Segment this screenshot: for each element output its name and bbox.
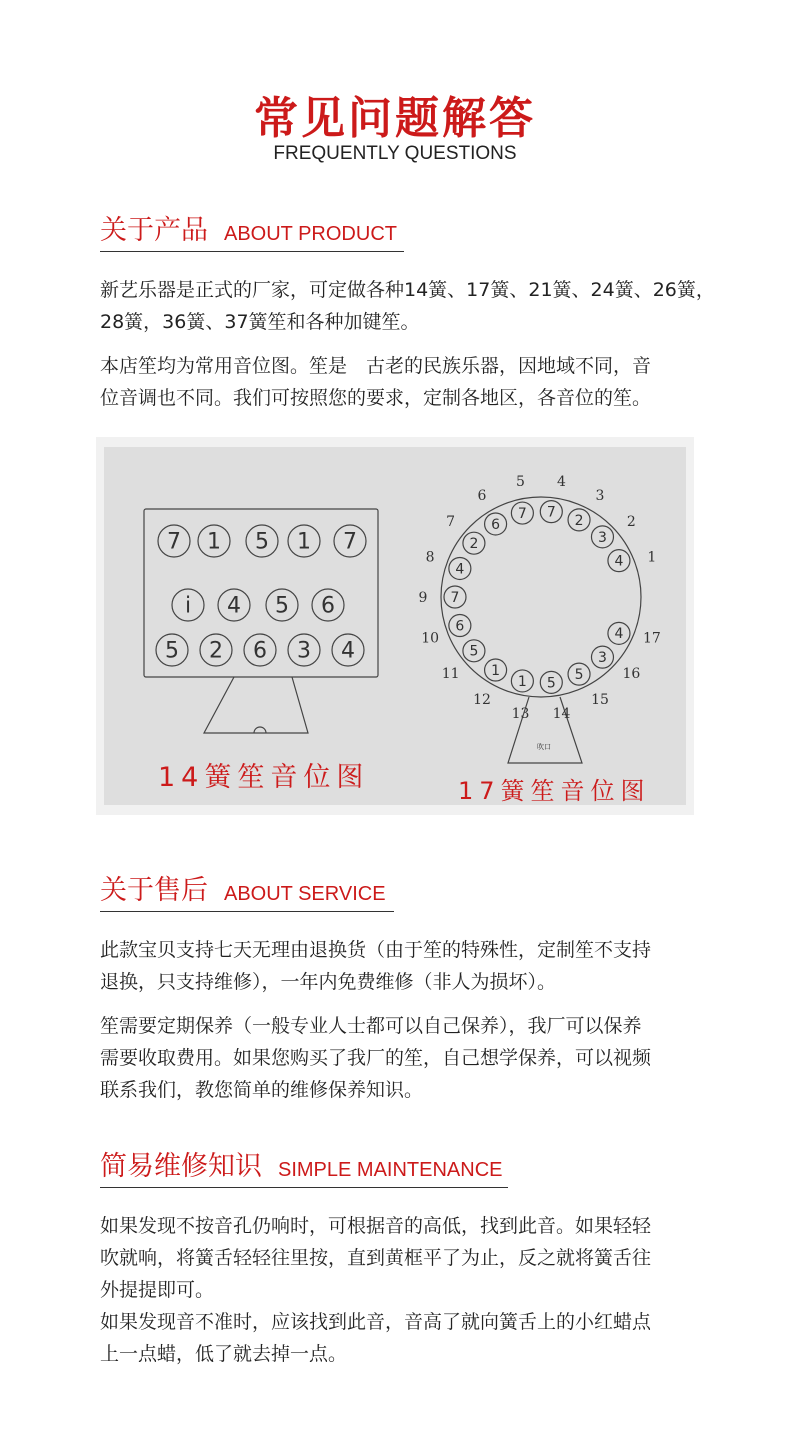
section-heading-en: ABOUT SERVICE (224, 883, 386, 905)
hole-note-label: i (184, 593, 192, 619)
caption-17-reed: 17簧笙音位图 (458, 777, 651, 805)
sheng17-hole (511, 502, 533, 524)
hole-note-label: 3 (598, 529, 607, 546)
text-line: 如果发现音不准时，应该找到此音，音高了就向簧舌上的小红蜡点 (100, 1311, 652, 1333)
text-line: 新艺乐器是正式的厂家，可定做各种14簧、17簧、21簧、24簧、26簧， (100, 279, 715, 301)
hole-note-label: 7 (450, 589, 460, 606)
sheng14-notch (254, 727, 266, 733)
section-heading-product (100, 212, 404, 252)
sheng17-position-number: 1 (647, 549, 657, 566)
sheng17-hole (463, 640, 485, 662)
text-line: 联系我们，教您简单的维修保养知识。 (100, 1079, 424, 1101)
hole-note-label: 7 (546, 504, 556, 521)
sheng17-hole (568, 509, 590, 531)
hole-note-label: 6 (253, 638, 267, 664)
sheng14-hole (288, 525, 320, 557)
sheng17-position-number: 16 (622, 665, 641, 682)
hole-note-label: 7 (167, 529, 181, 555)
hole-note-label: 1 (491, 662, 501, 679)
sheng14-hole (312, 589, 344, 621)
section-heading-cn: 简易维修知识 (100, 1151, 262, 1182)
text-line: 外提提即可。 (100, 1279, 215, 1301)
section-heading-cn: 关于产品 (100, 215, 208, 246)
sheng14-hole (172, 589, 204, 621)
sheng17-hole (591, 526, 613, 548)
hole-note-label: 2 (574, 512, 584, 529)
sheng17-position-number: 14 (552, 706, 571, 723)
section-heading-en: SIMPLE MAINTENANCE (278, 1159, 503, 1181)
hole-note-label: 6 (455, 618, 465, 635)
section-heading-service (100, 872, 394, 912)
hole-note-label: 5 (469, 643, 479, 660)
sheng17-position-number: 9 (418, 590, 428, 606)
sheng17-position-number: 10 (421, 630, 440, 647)
sheng17-position-number: 13 (511, 706, 530, 723)
sheng14-hole (244, 634, 276, 666)
sheng17-hole (591, 646, 613, 668)
hole-note-label: 2 (469, 536, 479, 553)
text-line: 本店笙均为常用音位图。笙是 古老的民族乐器，因地域不同，音 (100, 355, 652, 377)
page-title: 常见问题解答 (254, 93, 536, 144)
sheng17-position-number: 11 (441, 665, 460, 682)
sheng17-hole (463, 532, 485, 554)
sheng14-hole (266, 589, 298, 621)
sheng17-position-number: 17 (642, 630, 661, 647)
text-line: 上一点蜡，低了就去掉一点。 (100, 1343, 348, 1365)
hole-note-label: 2 (209, 638, 223, 664)
sheng17-hole (608, 622, 630, 644)
sheng14-hole (156, 634, 188, 666)
sheng17-position-number: 5 (516, 473, 525, 490)
hole-note-label: 3 (297, 638, 311, 664)
hole-note-label: 3 (598, 650, 607, 667)
text-line: 此款宝贝支持七天无理由退换货（由于笙的特殊性，定制笙不支持 (100, 939, 652, 961)
hole-note-label: 7 (343, 529, 357, 555)
sheng14-holes (156, 525, 366, 666)
sheng17-ring (441, 497, 641, 697)
sheng14-hole (198, 525, 230, 557)
page-subtitle: FREQUENTLY QUESTIONS (273, 143, 517, 164)
sheng17-hole (568, 663, 590, 685)
text-line: 需要收取费用。如果您购买了我厂的笙，自己想学保养，可以视频 (100, 1047, 652, 1069)
mouthpiece-label: 吹口 (537, 743, 551, 751)
sheng17-hole (608, 550, 630, 572)
hole-note-label: 7 (517, 505, 527, 522)
text-line: 如果发现不按音孔仍响时，可根据音的高低，找到此音。如果轻轻 (100, 1215, 652, 1237)
hole-note-label: 1 (207, 529, 221, 555)
hole-note-label: 4 (614, 553, 624, 570)
sheng14-hole (158, 525, 190, 557)
sheng14-hole (332, 634, 364, 666)
caption-14-reed: 14簧笙音位图 (158, 762, 370, 793)
service-paragraph-2 (100, 1010, 720, 1106)
text-line: 吹就响，将簧舌轻轻往里按，直到黄框平了为止，反之就将簧舌往 (100, 1247, 652, 1269)
section-heading-cn: 关于售后 (100, 875, 208, 906)
product-paragraph-1 (100, 274, 720, 338)
maintenance-paragraph-2 (100, 1306, 720, 1370)
sheng17-hole (485, 513, 507, 535)
hole-note-label: 4 (614, 626, 624, 643)
sheng17-hole (449, 615, 471, 637)
sheng17-position-number: 4 (557, 473, 566, 490)
sheng17-hole (540, 501, 562, 523)
hole-note-label: 5 (165, 638, 179, 664)
sheng17-hole (511, 670, 533, 692)
hole-note-label: 4 (227, 593, 241, 619)
service-paragraph-1 (100, 934, 720, 998)
hole-note-label: 5 (546, 675, 556, 692)
sheng14-hole (200, 634, 232, 666)
hole-note-label: 1 (517, 673, 527, 690)
maintenance-paragraph-1 (100, 1210, 720, 1306)
sheng17-holes (441, 501, 630, 694)
sheng17-position-number: 6 (477, 487, 487, 504)
hole-note-label: 5 (275, 593, 289, 619)
sheng14-hole (218, 589, 250, 621)
hole-note-label: 1 (297, 529, 311, 555)
sheng17-hole (540, 671, 562, 693)
hole-note-label: 4 (455, 561, 465, 578)
sheng14-hole (246, 525, 278, 557)
sheng17-hole (444, 586, 466, 608)
product-paragraph-2 (100, 350, 720, 414)
hole-note-label: 5 (574, 667, 584, 684)
sheng17-position-number: 15 (591, 692, 609, 709)
sheng17-hole (485, 659, 507, 681)
section-heading-en: ABOUT PRODUCT (224, 223, 397, 245)
hole-note-label: 4 (341, 638, 355, 664)
text-line: 位音调也不同。我们可按照您的要求，定制各地区，各音位的笙。 (100, 387, 652, 409)
sheng14-hole (334, 525, 366, 557)
sheng17-position-number: 2 (626, 514, 636, 531)
sheng14-hole (288, 634, 320, 666)
pitch-chart-figure (96, 437, 694, 815)
hole-note-label: 5 (255, 529, 269, 555)
sheng17-position-number: 7 (446, 514, 456, 531)
sheng17-hole (449, 557, 471, 579)
hole-note-label: 6 (491, 516, 501, 533)
text-line: 笙需要定期保养（一般专业人士都可以自己保养），我厂可以保养 (100, 1015, 642, 1037)
sheng17-position-number: 8 (425, 549, 435, 566)
sheng17-position-number: 12 (473, 692, 491, 709)
sheng14-stand (204, 677, 308, 733)
hole-note-label: 6 (321, 593, 335, 619)
text-line: 退换，只支持维修），一年内免费维修（非人为损坏）。 (100, 971, 557, 993)
section-heading-maintenance (100, 1148, 508, 1188)
sheng17-position-number: 3 (595, 487, 605, 504)
text-line: 28簧，36簧、37簧笙和各种加键笙。 (100, 311, 420, 333)
